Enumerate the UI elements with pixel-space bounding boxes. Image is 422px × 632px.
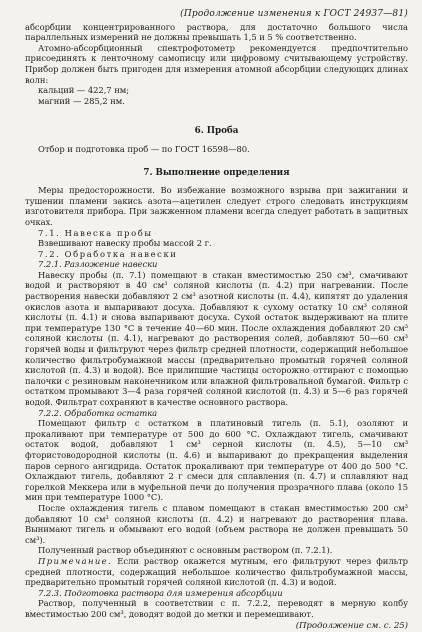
page-header: (Продолжение изменения к ГОСТ 24937—81) <box>180 9 408 19</box>
subsection-7-1-title: 7.1. Навеска пробы <box>38 227 153 238</box>
subsection-7-2-2-text-3: Полученный раствор объединяют с основным раствором (п. 7.2.1). <box>38 545 333 556</box>
section-7-heading: 7. Выполнение определения <box>143 167 290 178</box>
note-text: Если раствор окажется мутным, его фильтруют через фильтр средней плотности, содержащий небольшое количество фильтробумажной массы, предварительно промытый горячей соляной кислотой (п. 4.3) и водой. <box>25 555 408 588</box>
subsection-7-2-2-text-2: После охлаждения тигель с плавом помещают в стакан вместимостью 200 см³ добавляют 10 см³ соляной кислоты (п. 4.2) и нагревают до растворения плава. Вынимают тигель и обмывают его водой (объем раствора не должен превышать 50 см³). <box>25 502 408 545</box>
section-6-text: Отбор и подготовка проб — по ГОСТ 16598—80. <box>38 143 250 154</box>
note-label: Примечание. <box>38 555 113 566</box>
wavelength-magnesium: магний — 285,2 нм. <box>38 95 125 106</box>
note-paragraph <box>25 556 408 588</box>
subsection-7-2-2-text: Помещают фильтр с остатком в платиновый тигель (п. 5.1), озоляют и прокаливают при температуре от 500 до 600 °С. Охлаждают тигель, смачивают остаток водой, добавляют 1 см³ серной кислоты (п. 4.5), 5—10 см³ фтористоводородной кислоты (п. 4.6) и выпаривают до прекращения выделения паров серного ангидрида. Остаток прокаливают при температуре от 400 до 500 °С. Охлаждают тигель, добавляют 2 г смеси для сплавления (п. 4.7) и сплавляют над горелкой Меккера или в муфельной печи до получения прозрачного плава (около 15 мин при температуре 1000 °С). <box>25 418 408 503</box>
subsection-7-2-2-title: 7.2.2. Обработка остатка <box>38 407 158 418</box>
afs-paragraph: Атомно-абсорбционный спектрофотометр рекомендуется предпочтительно присоединять к ленточному самописцу или цифровому считывающему устройству. Прибор должен быть пригоден для измерения атомной абсорбции следующих длинах волн: <box>25 42 408 85</box>
subsection-7-2-3-title: 7.2.3. Подготовка раствора для измерения абсорбции <box>38 587 283 598</box>
subsection-7-2-title: 7.2. Обработка навески <box>38 248 178 259</box>
page-footer: (Продолжение см. с. 25) <box>295 621 408 632</box>
subsection-7-2-1-text: Навеску пробы (п. 7.1) помещают в стакан вместимостью 250 см³, смачивают водой и растворяют в 40 см³ соляной кислоты (п. 4.2) при нагревании. После растворения навески добавляют 2 см³ азотной кислоты (п. 4.4), кипятят до удаления окислов азота и выпаривают досуха. Добавляют к сухому остатку 10 см³ соляной кислоты (п. 4.1) и снова выпаривают досуха. Сухой остаток выдерживают на плите при температуре 130 °С в течение 40—60 мин. После охлаждения добавляют 20 см³ соляной кислоты (п. 4.1), нагревают до растворения солей, добавляют 50—60 см³ горячей воды и фильтруют через фильтр средней плотности, содержащий небольшое количество фильтробумажной массы (предварительно промытый горячей соляной кислотой (п. 4.3) и водой). Все прилипшие частицы осторожно оттирают с помощью палочки с резиновым наконечником или влажной фильтровальной бумагой. Фильтр с остатком промывают 3—4 раза горячей соляной кислотой (п. 4.3) и 5—6 раз горячей водой. Фильтрат сохраняют в качестве основного раствора. <box>25 269 408 407</box>
subsection-7-1-text: Взвешивают навеску пробы массой 2 г. <box>38 238 212 249</box>
intro-paragraph: абсорбции концентрированного раствора, для достаточно большого числа параллельных измерений не должны превышать 1,5 и 5 % соответственно. <box>25 21 408 43</box>
safety-paragraph: Меры предосторожности. Во избежание возможного взрыва при зажигании и тушении пламени закись азота—ацетилен следует строго следовать инструкциям изготовителя прибора. При зажженном пламени всегда следует работать в защитных очках. <box>25 185 408 227</box>
subsection-7-2-3-text: Раствор, полученный в соответствии с п. 7.2.2, переводят в мерную колбу вместимостью 200 см³, доводят водой до метки и перемешивают. <box>25 598 408 619</box>
subsection-7-2-1-title: 7.2.1. Разложение навески <box>38 259 158 270</box>
section-6-heading: 6. Проба <box>194 126 239 137</box>
wavelength-calcium: кальций — 422,7 нм; <box>38 85 129 96</box>
